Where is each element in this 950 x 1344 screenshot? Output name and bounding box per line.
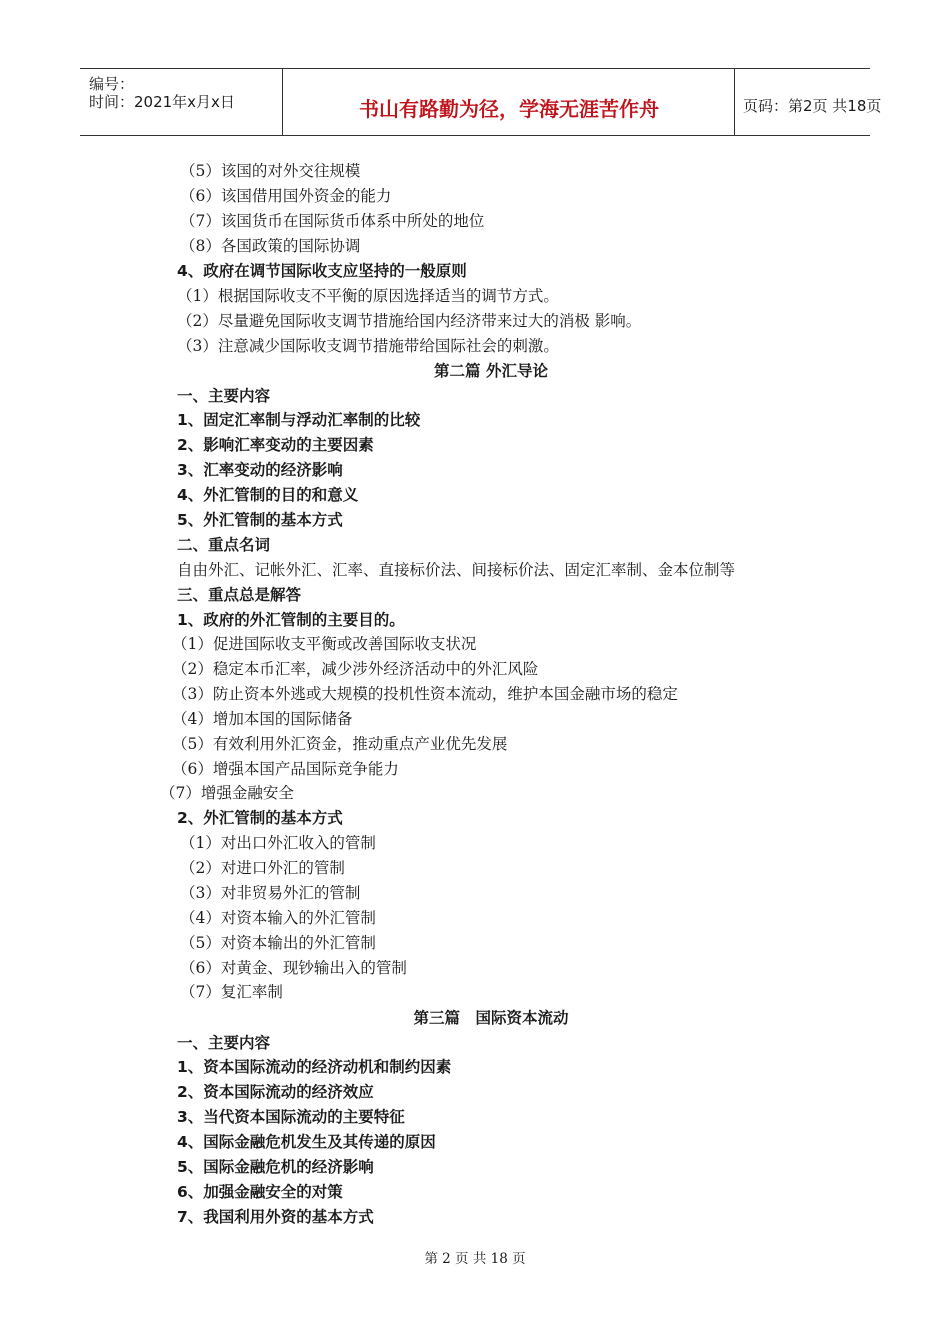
section-heading: 2、资本国际流动的经济效应 <box>177 1083 374 1101</box>
header-page-number: 页码：第2页 共18页 <box>743 97 882 115</box>
section-heading: 5、国际金融危机的经济影响 <box>177 1158 374 1176</box>
list-item: （6）增强本国产品国际竞争能力 <box>172 760 399 778</box>
list-item: （4）对资本输入的外汇管制 <box>180 909 376 927</box>
section-heading: 三、重点总是解答 <box>177 586 302 604</box>
section-heading: 7、我国利用外资的基本方式 <box>177 1208 374 1226</box>
term-list: 自由外汇、记帐外汇、汇率、直接标价法、间接标价法、固定汇率制、金本位制等 <box>177 561 736 579</box>
section-heading: 一、主要内容 <box>177 387 271 405</box>
list-item: （6）对黄金、现钞输出入的管制 <box>180 959 407 977</box>
list-item: （3）对非贸易外汇的管制 <box>180 884 361 902</box>
list-item: （5）该国的对外交往规模 <box>180 162 361 180</box>
section-heading: 4、政府在调节国际收支应坚持的一般原则 <box>177 262 467 280</box>
list-item: （2）稳定本币汇率，减少涉外经济活动中的外汇风险 <box>172 660 539 678</box>
list-item: （5）对资本输出的外汇管制 <box>180 934 376 952</box>
section-heading: 3、当代资本国际流动的主要特征 <box>177 1108 405 1126</box>
section-heading: 4、外汇管制的目的和意义 <box>177 486 359 504</box>
header-motto-cell <box>283 69 735 135</box>
list-item: （5）有效利用外汇资金，推动重点产业优先发展 <box>172 735 508 753</box>
list-item: （6）该国借用国外资金的能力 <box>180 187 392 205</box>
list-item: （7）复汇率制 <box>180 983 283 1001</box>
list-item: （4）增加本国的国际储备 <box>172 710 353 728</box>
section-heading: 1、固定汇率制与浮动汇率制的比较 <box>177 411 421 429</box>
section-heading: 2、外汇管制的基本方式 <box>177 809 343 827</box>
chapter-title: 第三篇 国际资本流动 <box>413 1009 569 1027</box>
section-heading: 4、国际金融危机发生及其传递的原因 <box>177 1133 436 1151</box>
header-number: 编号： <box>89 75 135 93</box>
list-item: （2）对进口外汇的管制 <box>180 859 345 877</box>
list-item: （1）促进国际收支平衡或改善国际收支状况 <box>172 635 477 653</box>
section-heading: 5、外汇管制的基本方式 <box>177 511 343 529</box>
section-heading: 1、政府的外汇管制的主要目的。 <box>177 611 405 629</box>
list-item: （1）对出口外汇收入的管制 <box>180 834 376 852</box>
list-item: （3）防止资本外逃或大规模的投机性资本流动，维护本国金融市场的稳定 <box>172 685 678 703</box>
section-heading: 6、加强金融安全的对策 <box>177 1183 343 1201</box>
header-motto: 书山有路勤为径，学海无涯苦作舟 <box>359 97 659 121</box>
list-item: （2）尽量避免国际收支调节措施给国内经济带来过大的消极 影响。 <box>177 312 642 330</box>
list-item: （7）该国货币在国际货币体系中所处的地位 <box>180 212 485 230</box>
section-heading: 二、重点名词 <box>177 536 271 554</box>
section-heading: 一、主要内容 <box>177 1034 271 1052</box>
section-heading: 1、资本国际流动的经济动机和制约因素 <box>177 1058 452 1076</box>
list-item: （1）根据国际收支不平衡的原因选择适当的调节方式。 <box>177 287 559 305</box>
page-footer: 第 2 页 共 18 页 <box>424 1251 526 1267</box>
list-item: （8）各国政策的国际协调 <box>180 237 361 255</box>
list-item: （7）增强金融安全 <box>160 784 294 802</box>
section-heading: 3、汇率变动的经济影响 <box>177 461 343 479</box>
page-header <box>80 68 882 136</box>
header-time: 时间：2021年x月x日 <box>89 93 235 111</box>
header-page-cell <box>735 69 882 135</box>
chapter-title: 第二篇 外汇导论 <box>434 362 548 380</box>
header-info-cell <box>80 69 283 135</box>
section-heading: 2、影响汇率变动的主要因素 <box>177 436 374 454</box>
list-item: （3）注意减少国际收支调节措施带给国际社会的刺激。 <box>177 337 559 355</box>
